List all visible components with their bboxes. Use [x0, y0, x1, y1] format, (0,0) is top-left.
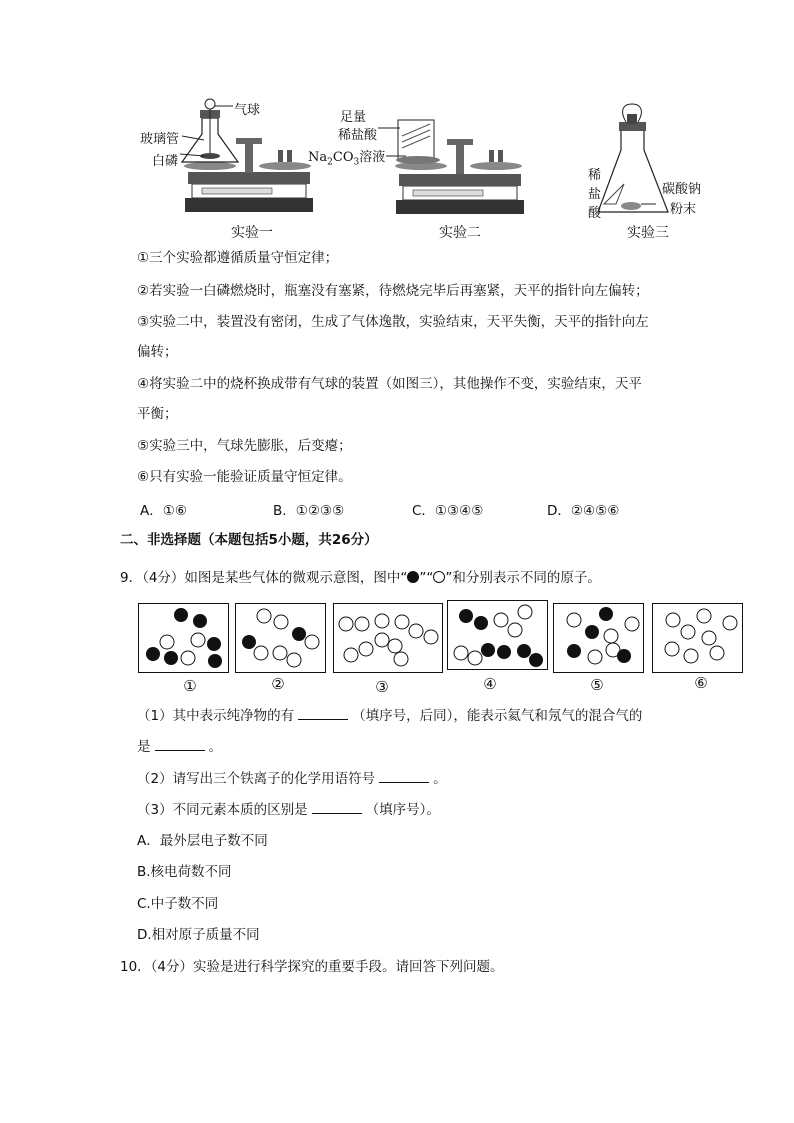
- molecule-box-5: [553, 603, 644, 673]
- label-amount: 足量: [340, 110, 367, 125]
- molecule-diagram-3: [334, 604, 442, 672]
- molecule-box-6: [652, 603, 743, 673]
- molecule-diagram-6: [653, 604, 742, 672]
- statement-3: ③实验二中，装置没有密闭，生成了气体逸散，实验结束，天平失衡，天平的指针向左: [137, 314, 649, 330]
- box-label-6: ⑥: [694, 674, 708, 692]
- caption-experiment-2: 实验二: [439, 225, 481, 241]
- q9-option-d[interactable]: D.相对原子质量不同: [137, 927, 260, 943]
- q8-option-d[interactable]: D．②④⑤⑥: [547, 503, 620, 519]
- molecule-box-3: [333, 603, 443, 673]
- molecule-box-4: [447, 600, 548, 670]
- box-label-2: ②: [271, 675, 285, 693]
- label-white-phosphorus: 白磷: [152, 154, 179, 169]
- section-2-title: 二、非选择题（本题包括5小题，共26分）: [120, 532, 378, 548]
- molecule-box-2: [235, 603, 326, 673]
- q8-option-a[interactable]: A．①⑥: [140, 503, 187, 519]
- q8-option-b[interactable]: B．①②③⑤: [273, 503, 345, 519]
- q9-option-b[interactable]: B.核电荷数不同: [137, 864, 232, 880]
- label-sodium-carbonate: 碳酸钠: [662, 182, 702, 197]
- q9-option-a[interactable]: A．最外层电子数不同: [137, 833, 268, 849]
- answer-blank-4[interactable]: [312, 801, 362, 814]
- box-label-3: ③: [375, 678, 389, 696]
- label-yan: 盐: [588, 187, 602, 202]
- statement-4-cont: 平衡；: [137, 406, 178, 422]
- label-powder: 粉末: [670, 202, 697, 217]
- answer-blank-1[interactable]: [298, 707, 348, 720]
- q9-sub1-cont: 是 。: [137, 739, 222, 755]
- box-label-5: ⑤: [590, 676, 604, 694]
- q9-sub3: （3）不同元素本质的区别是 （填序号）。: [137, 802, 440, 818]
- q9-sub2: （2）请写出三个铁离子的化学用语符号 。: [137, 771, 447, 787]
- caption-experiment-1: 实验一: [231, 225, 273, 241]
- answer-blank-3[interactable]: [379, 770, 429, 783]
- statement-5: ⑤实验三中，气球先膨胀，后变瘪；: [137, 438, 352, 454]
- answer-blank-2[interactable]: [155, 738, 205, 751]
- label-dilute-hcl: 稀盐酸: [338, 128, 378, 143]
- statement-6: ⑥只有实验一能验证质量守恒定律。: [137, 469, 352, 485]
- q10-stem: 10．（4分）实验是进行科学探究的重要手段。请回答下列问题。: [120, 959, 504, 975]
- label-xi: 稀: [588, 168, 602, 183]
- caption-experiment-3: 实验三: [627, 225, 669, 241]
- black-atom-icon: [407, 571, 419, 583]
- box-label-1: ①: [183, 677, 197, 695]
- molecule-diagram-2: [236, 604, 325, 672]
- figure-experiment-3: [576, 100, 716, 220]
- statement-4: ④将实验二中的烧杯换成带有气球的装置（如图三），其他操作不变，实验结束，天平: [137, 376, 642, 392]
- statement-2: ②若实验一白磷燃烧时，瓶塞没有塞紧，待燃烧完毕后再塞紧，天平的指针向左偏转；: [137, 283, 649, 299]
- molecule-diagram-4: [448, 601, 547, 669]
- statement-1: ①三个实验都遵循质量守恒定律；: [137, 250, 339, 266]
- label-suan: 酸: [588, 206, 602, 221]
- box-label-4: ④: [483, 675, 497, 693]
- label-na2co3-solution: $Na_2CO_3$溶液: [308, 150, 386, 168]
- q9-option-c[interactable]: C.中子数不同: [137, 896, 219, 912]
- molecule-diagram-1: [139, 604, 228, 672]
- q9-sub1: （1）其中表示纯净物的有 （填序号，后同），能表示氦气和氖气的混合气的: [137, 708, 643, 724]
- q9-stem: 9．（4分）如图是某些气体的微观示意图，图中“ ”“ ”和分别表示不同的原子。: [120, 570, 601, 586]
- statement-3-cont: 偏转；: [137, 344, 178, 360]
- molecule-diagram-5: [554, 604, 643, 672]
- white-atom-icon: [433, 571, 445, 583]
- molecule-box-1: [138, 603, 229, 673]
- q8-option-c[interactable]: C．①③④⑤: [412, 503, 484, 519]
- label-balloon: 气球: [234, 103, 261, 118]
- label-glass-tube: 玻璃管: [140, 132, 180, 147]
- figure-experiment-2: [306, 104, 546, 219]
